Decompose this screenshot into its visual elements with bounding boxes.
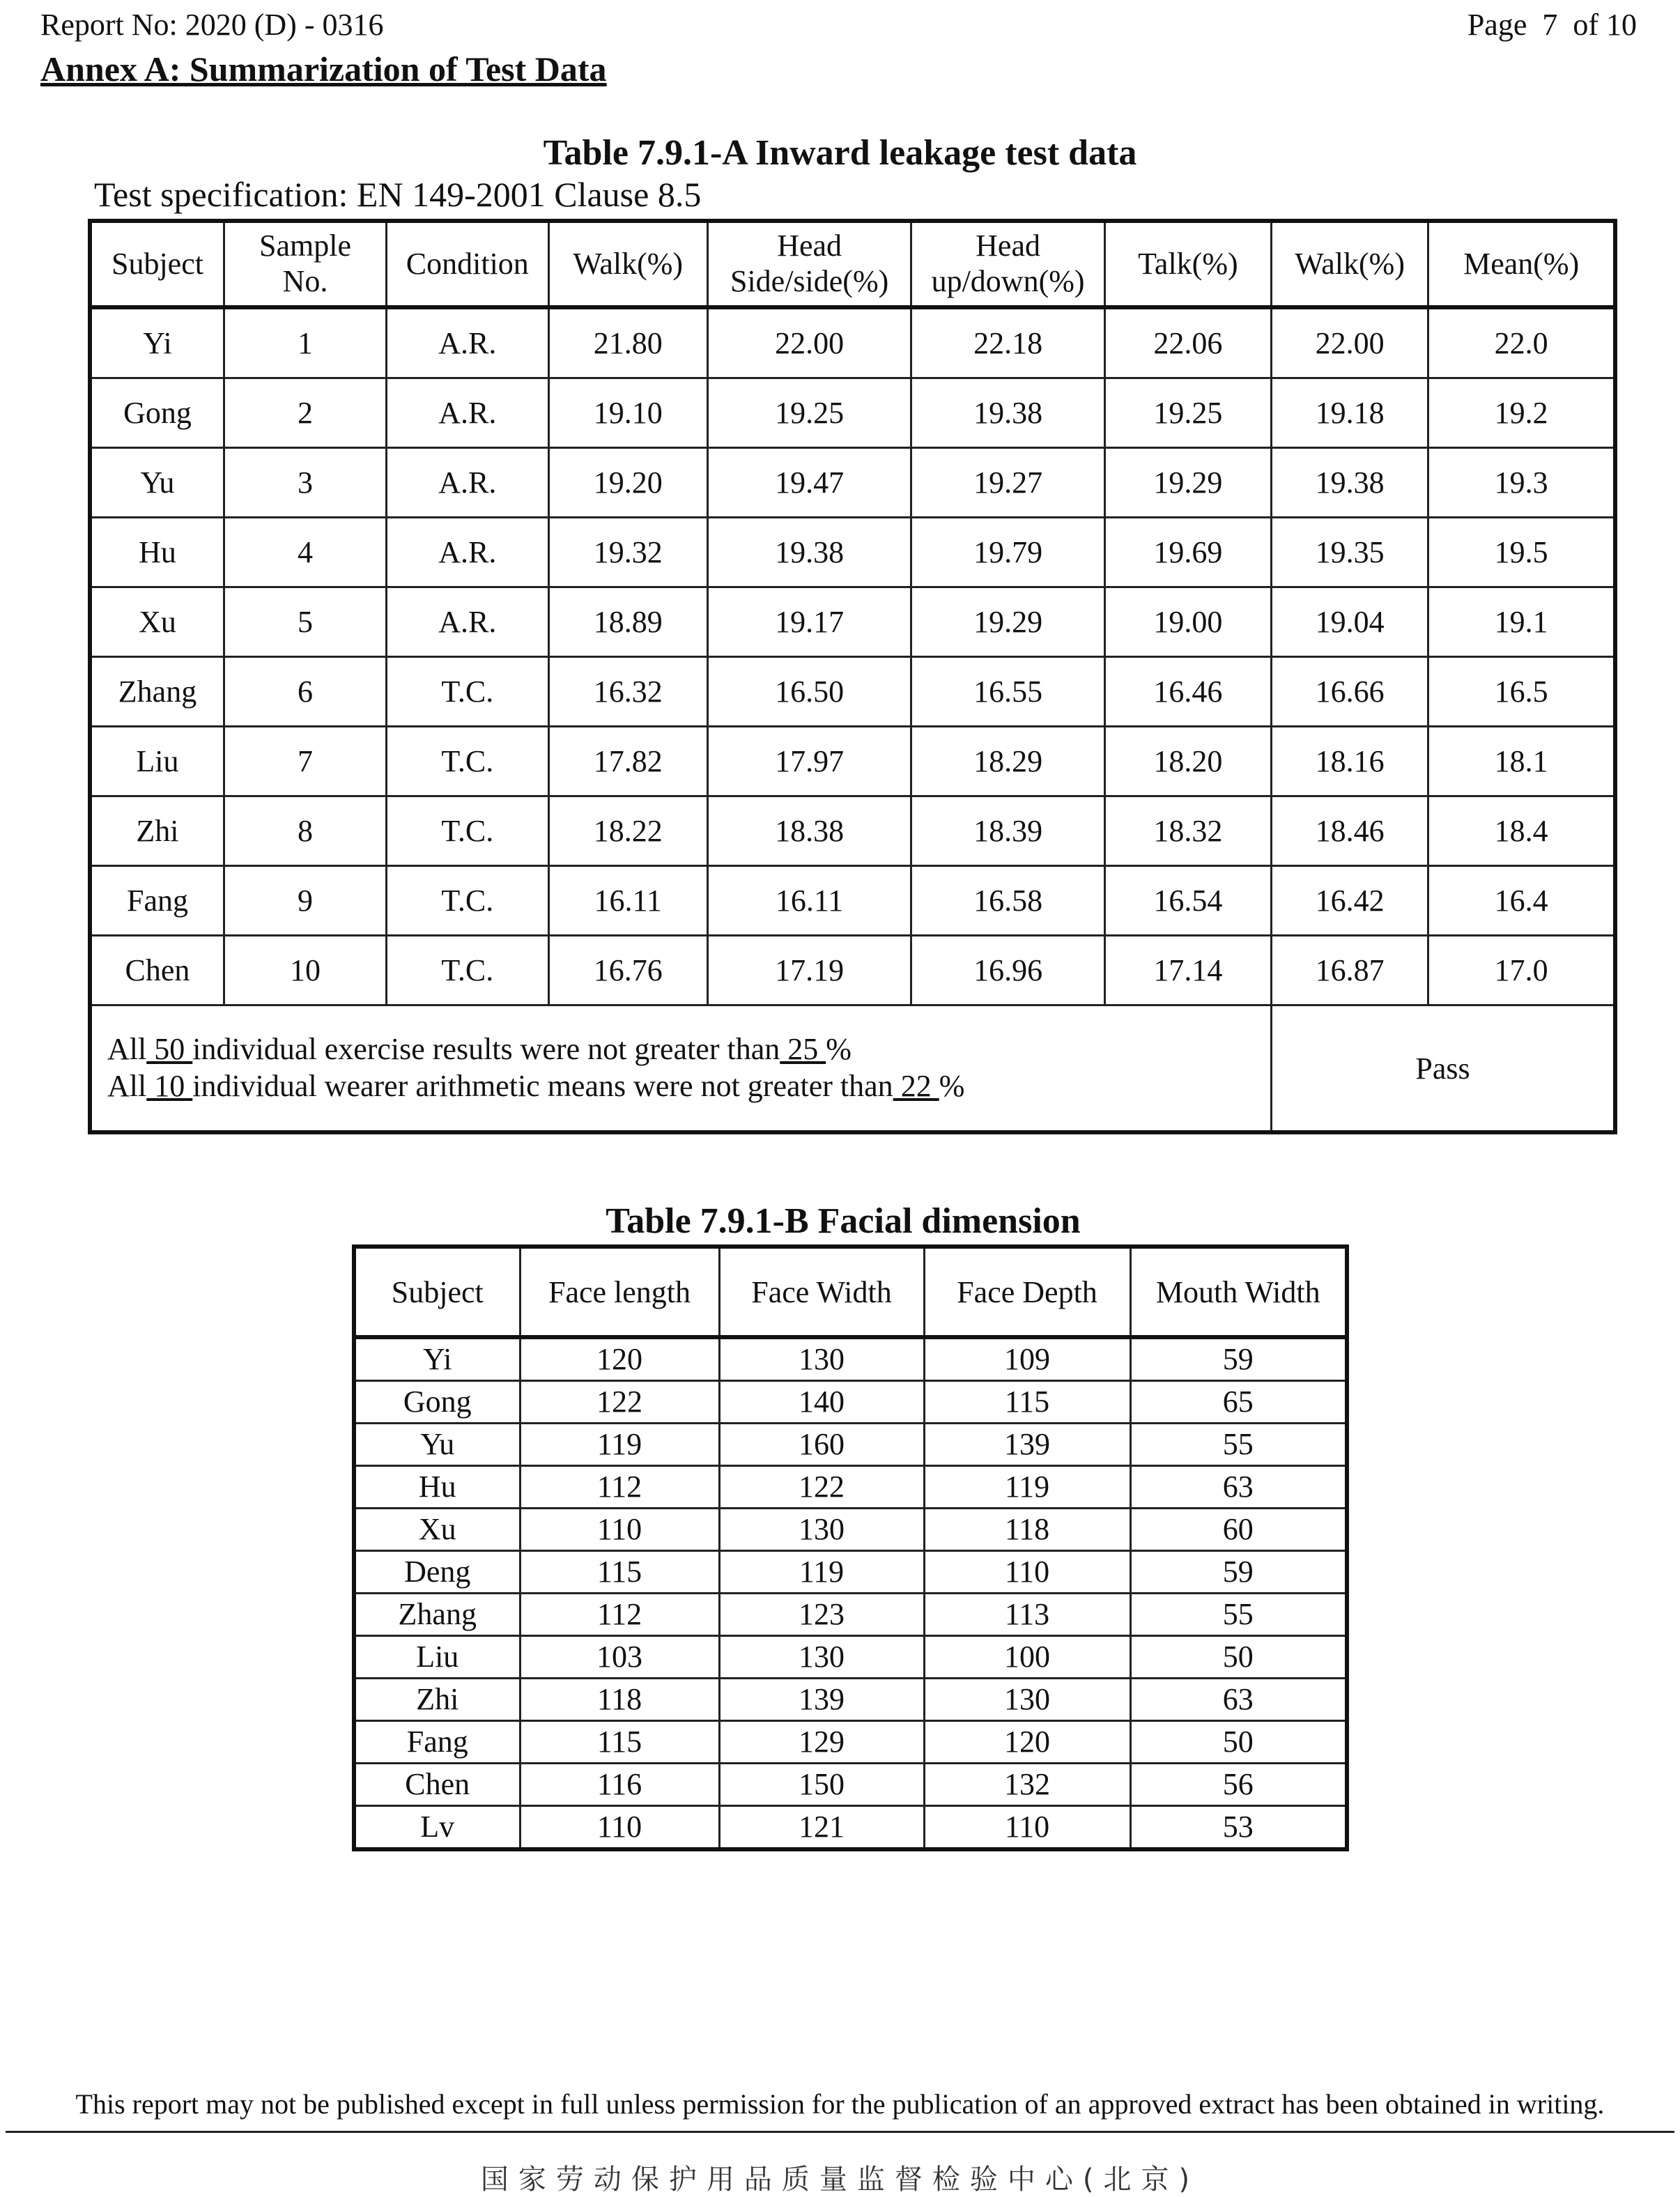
cell-head-updown: 16.55 xyxy=(911,657,1104,727)
table-a-row xyxy=(90,727,1615,796)
table-a-row xyxy=(90,518,1615,587)
cell-subject: Gong xyxy=(90,378,224,448)
cell-talk: 19.25 xyxy=(1104,378,1271,448)
cell-mean: 18.1 xyxy=(1428,727,1615,796)
summary-exercise-limit: 25 xyxy=(780,1032,826,1067)
table-b-cell: 139 xyxy=(924,1424,1130,1466)
cell-talk: 16.54 xyxy=(1104,866,1271,936)
cell-sample-no: 9 xyxy=(224,866,386,936)
table-b-cell: 100 xyxy=(924,1636,1130,1679)
cell-walk-2: 18.46 xyxy=(1271,796,1428,866)
table-b-cell: 112 xyxy=(520,1594,719,1636)
cell-talk: 19.29 xyxy=(1104,448,1271,518)
cell-sample-no: 3 xyxy=(224,448,386,518)
table-b-cell: Liu xyxy=(354,1636,520,1679)
summary-wearer-count: 10 xyxy=(146,1069,193,1103)
table-b-cell: 55 xyxy=(1130,1424,1347,1466)
inward-leakage-table xyxy=(88,219,1617,1134)
cell-condition: T.C. xyxy=(387,727,549,796)
cell-head-updown: 16.58 xyxy=(911,866,1104,936)
cell-walk-2: 19.04 xyxy=(1271,587,1428,657)
table-b-cell: 118 xyxy=(924,1509,1130,1551)
cell-talk: 19.00 xyxy=(1104,587,1271,657)
footer-organization: 国家劳动保护用品质量监督检验中心(北京) xyxy=(480,2164,1200,2196)
summary-line-1 xyxy=(107,1031,1270,1068)
cell-condition: A.R. xyxy=(387,307,549,378)
cell-head-side: 17.97 xyxy=(707,727,911,796)
table-b-cell: 120 xyxy=(520,1337,719,1381)
table-a-body xyxy=(90,307,1615,1132)
cell-head-side: 19.38 xyxy=(707,518,911,587)
table-b-cell: 63 xyxy=(1130,1466,1347,1509)
table-b-cell: 60 xyxy=(1130,1509,1347,1551)
cell-head-updown: 18.29 xyxy=(911,727,1104,796)
table-b-cell: 56 xyxy=(1130,1764,1347,1806)
cell-head-updown: 19.27 xyxy=(911,448,1104,518)
summary-l2-text: individual wearer arithmetic means were not greater than xyxy=(192,1069,893,1103)
cell-walk-2: 19.18 xyxy=(1271,378,1428,448)
table-b-cell: Yi xyxy=(354,1337,520,1381)
cell-walk-2: 16.87 xyxy=(1271,936,1428,1005)
table-b-cell: 53 xyxy=(1130,1806,1347,1850)
table-a-header-row xyxy=(90,221,1615,307)
cell-sample-no: 10 xyxy=(224,936,386,1005)
cell-walk-1: 16.32 xyxy=(548,657,707,727)
cell-head-side: 19.17 xyxy=(707,587,911,657)
table-b-cell: 109 xyxy=(924,1337,1130,1381)
cell-condition: T.C. xyxy=(387,796,549,866)
table-b-cell: 130 xyxy=(924,1679,1130,1721)
table-b-cell: 132 xyxy=(924,1764,1130,1806)
summary-text xyxy=(90,1005,1271,1133)
table-b-cell: Gong xyxy=(354,1381,520,1424)
table-b-cell: 110 xyxy=(520,1806,719,1850)
table-a-row xyxy=(90,448,1615,518)
cell-head-side: 16.11 xyxy=(707,866,911,936)
table-b-cell: 130 xyxy=(719,1636,924,1679)
pass-result: Pass xyxy=(1271,1005,1615,1133)
table-b-row xyxy=(354,1466,1347,1509)
table-a-row xyxy=(90,657,1615,727)
table-a-row xyxy=(90,936,1615,1005)
table-b-row xyxy=(354,1594,1347,1636)
cell-mean: 16.5 xyxy=(1428,657,1615,727)
table-b-cell: 120 xyxy=(924,1721,1130,1764)
table-b-row xyxy=(354,1764,1347,1806)
cell-head-updown: 18.39 xyxy=(911,796,1104,866)
table-b-cell: 59 xyxy=(1130,1551,1347,1594)
cell-head-side: 19.25 xyxy=(707,378,911,448)
page-number-text: Page 7 of 10 xyxy=(1467,8,1637,42)
cell-walk-2: 18.16 xyxy=(1271,727,1428,796)
cell-talk: 22.06 xyxy=(1104,307,1271,378)
cell-subject: Liu xyxy=(90,727,224,796)
cell-head-side: 19.47 xyxy=(707,448,911,518)
cell-subject: Xu xyxy=(90,587,224,657)
table-b-row xyxy=(354,1381,1347,1424)
table-b-cell: 115 xyxy=(520,1551,719,1594)
summary-l1-prefix: All xyxy=(107,1032,147,1067)
table-b-cell: 140 xyxy=(719,1381,924,1424)
table-b-cell: 110 xyxy=(520,1509,719,1551)
cell-walk-2: 19.35 xyxy=(1271,518,1428,587)
table-b-cell: 112 xyxy=(520,1466,719,1509)
summary-line-2 xyxy=(107,1068,1270,1105)
cell-head-side: 16.50 xyxy=(707,657,911,727)
table-b-row xyxy=(354,1679,1347,1721)
cell-talk: 18.32 xyxy=(1104,796,1271,866)
table-b-cell: 130 xyxy=(719,1509,924,1551)
header-talk: Talk(%) xyxy=(1104,221,1271,307)
table-b-cell: 130 xyxy=(719,1337,924,1381)
page-number xyxy=(1467,7,1637,43)
table-b-header-row xyxy=(354,1247,1347,1337)
cell-sample-no: 8 xyxy=(224,796,386,866)
table-b-cell: Yu xyxy=(354,1424,520,1466)
table-b-cell: Hu xyxy=(354,1466,520,1509)
header-head-up-line1: Head xyxy=(976,229,1040,263)
cell-head-updown: 22.18 xyxy=(911,307,1104,378)
table-b-header-cell: Subject xyxy=(354,1247,520,1337)
cell-walk-1: 19.32 xyxy=(548,518,707,587)
cell-head-side: 17.19 xyxy=(707,936,911,1005)
cell-walk-2: 16.42 xyxy=(1271,866,1428,936)
summary-exercise-count: 50 xyxy=(146,1032,193,1067)
cell-head-side: 18.38 xyxy=(707,796,911,866)
table-a-row xyxy=(90,378,1615,448)
table-b-body xyxy=(354,1337,1347,1849)
cell-subject: Yi xyxy=(90,307,224,378)
table-b-cell: 50 xyxy=(1130,1636,1347,1679)
annex-title: Annex A: Summarization of Test Data xyxy=(40,49,607,88)
summary-l1-unit: % xyxy=(826,1032,851,1067)
cell-mean: 19.2 xyxy=(1428,378,1615,448)
summary-mean-limit: 22 xyxy=(893,1069,939,1103)
cell-condition: T.C. xyxy=(387,866,549,936)
table-b-cell: 119 xyxy=(924,1466,1130,1509)
table-b-cell: Chen xyxy=(354,1764,520,1806)
header-subject: Subject xyxy=(90,221,224,307)
cell-mean: 16.4 xyxy=(1428,866,1615,936)
cell-subject: Chen xyxy=(90,936,224,1005)
table-b-cell: 119 xyxy=(520,1424,719,1466)
table-b-cell: Deng xyxy=(354,1551,520,1594)
table-b-cell: 116 xyxy=(520,1764,719,1806)
table-b-cell: 65 xyxy=(1130,1381,1347,1424)
cell-mean: 19.3 xyxy=(1428,448,1615,518)
facial-dimension-table xyxy=(352,1244,1349,1851)
table-b-cell: 103 xyxy=(520,1636,719,1679)
table-b-row xyxy=(354,1424,1347,1466)
cell-head-side: 22.00 xyxy=(707,307,911,378)
cell-condition: A.R. xyxy=(387,378,549,448)
table-b-header-cell: Face length xyxy=(520,1247,719,1337)
cell-condition: A.R. xyxy=(387,448,549,518)
header-sample-no xyxy=(224,221,386,307)
header-walk-1: Walk(%) xyxy=(548,221,707,307)
table-b-title: Table 7.9.1-B Facial dimension xyxy=(606,1201,1081,1241)
table-b-cell: 139 xyxy=(719,1679,924,1721)
header-head-side-line2: Side/side(%) xyxy=(730,264,889,298)
table-b-header-cell: Face Width xyxy=(719,1247,924,1337)
table-b-cell: 59 xyxy=(1130,1337,1347,1381)
cell-subject: Zhang xyxy=(90,657,224,727)
cell-condition: T.C. xyxy=(387,657,549,727)
table-b-cell: 113 xyxy=(924,1594,1130,1636)
cell-head-updown: 16.96 xyxy=(911,936,1104,1005)
cell-head-updown: 19.79 xyxy=(911,518,1104,587)
cell-talk: 19.69 xyxy=(1104,518,1271,587)
table-b-cell: 118 xyxy=(520,1679,719,1721)
cell-mean: 19.1 xyxy=(1428,587,1615,657)
summary-l2-prefix: All xyxy=(107,1069,147,1103)
header-head-up-line2: up/down(%) xyxy=(931,264,1085,298)
cell-mean: 22.0 xyxy=(1428,307,1615,378)
table-b-cell: Zhang xyxy=(354,1594,520,1636)
cell-talk: 17.14 xyxy=(1104,936,1271,1005)
cell-sample-no: 4 xyxy=(224,518,386,587)
cell-walk-2: 19.38 xyxy=(1271,448,1428,518)
summary-l1-text: individual exercise results were not greater than xyxy=(192,1032,780,1067)
cell-subject: Yu xyxy=(90,448,224,518)
cell-sample-no: 5 xyxy=(224,587,386,657)
cell-walk-1: 19.20 xyxy=(548,448,707,518)
table-b-header-cell: Mouth Width xyxy=(1130,1247,1347,1337)
table-b-cell: 50 xyxy=(1130,1721,1347,1764)
table-b-cell: 63 xyxy=(1130,1679,1347,1721)
table-b-cell: 110 xyxy=(924,1806,1130,1850)
table-b-cell: 160 xyxy=(719,1424,924,1466)
header-sample-line1: Sample xyxy=(259,229,351,263)
cell-walk-1: 21.80 xyxy=(548,307,707,378)
cell-subject: Fang xyxy=(90,866,224,936)
table-a-row xyxy=(90,866,1615,936)
cell-sample-no: 6 xyxy=(224,657,386,727)
summary-l2-unit: % xyxy=(939,1069,965,1103)
cell-head-updown: 19.38 xyxy=(911,378,1104,448)
table-b-row xyxy=(354,1337,1347,1381)
table-b-cell: Lv xyxy=(354,1806,520,1850)
cell-head-updown: 19.29 xyxy=(911,587,1104,657)
table-b-cell: 115 xyxy=(520,1721,719,1764)
cell-walk-1: 18.89 xyxy=(548,587,707,657)
table-b-cell: 150 xyxy=(719,1764,924,1806)
cell-condition: A.R. xyxy=(387,518,549,587)
table-b-cell: Xu xyxy=(354,1509,520,1551)
table-b-cell: 55 xyxy=(1130,1594,1347,1636)
footer-notice: This report may not be published except in full unless permission for the publication of an approved extract has been obtained in writing. xyxy=(75,2088,1605,2120)
cell-walk-1: 16.76 xyxy=(548,936,707,1005)
summary-row xyxy=(90,1005,1615,1133)
table-a-row xyxy=(90,796,1615,866)
table-a-row xyxy=(90,587,1615,657)
table-b-cell: 122 xyxy=(719,1466,924,1509)
cell-talk: 18.20 xyxy=(1104,727,1271,796)
table-a-row xyxy=(90,307,1615,378)
table-b-row xyxy=(354,1721,1347,1764)
cell-walk-1: 16.11 xyxy=(548,866,707,936)
table-b-cell: Fang xyxy=(354,1721,520,1764)
cell-sample-no: 7 xyxy=(224,727,386,796)
cell-mean: 18.4 xyxy=(1428,796,1615,866)
table-b-cell: 115 xyxy=(924,1381,1130,1424)
report-number: Report No: 2020 (D) - 0316 xyxy=(40,8,384,42)
header-condition: Condition xyxy=(387,221,549,307)
header-walk-2: Walk(%) xyxy=(1271,221,1428,307)
cell-mean: 19.5 xyxy=(1428,518,1615,587)
table-b-cell: Zhi xyxy=(354,1679,520,1721)
table-b-row xyxy=(354,1551,1347,1594)
table-a-title: Table 7.9.1-A Inward leakage test data xyxy=(543,133,1137,173)
header-head-side xyxy=(707,221,911,307)
cell-talk: 16.46 xyxy=(1104,657,1271,727)
table-b-row xyxy=(354,1509,1347,1551)
cell-walk-2: 22.00 xyxy=(1271,307,1428,378)
table-b-cell: 129 xyxy=(719,1721,924,1764)
table-b-cell: 110 xyxy=(924,1551,1130,1594)
table-b-header-cell: Face Depth xyxy=(924,1247,1130,1337)
cell-mean: 17.0 xyxy=(1428,936,1615,1005)
test-specification: Test specification: EN 149-2001 Clause 8.5 xyxy=(94,175,702,214)
cell-subject: Hu xyxy=(90,518,224,587)
cell-sample-no: 1 xyxy=(224,307,386,378)
table-b-cell: 119 xyxy=(719,1551,924,1594)
cell-subject: Zhi xyxy=(90,796,224,866)
header-head-side-line1: Head xyxy=(777,229,842,263)
cell-walk-2: 16.66 xyxy=(1271,657,1428,727)
cell-walk-1: 19.10 xyxy=(548,378,707,448)
cell-walk-1: 17.82 xyxy=(548,727,707,796)
header-sample-line2: No. xyxy=(282,264,328,298)
footer-divider xyxy=(6,2131,1674,2133)
cell-condition: A.R. xyxy=(387,587,549,657)
table-b-cell: 123 xyxy=(719,1594,924,1636)
header-mean: Mean(%) xyxy=(1428,221,1615,307)
table-b-row xyxy=(354,1806,1347,1850)
table-b-cell: 122 xyxy=(520,1381,719,1424)
header-head-updown xyxy=(911,221,1104,307)
cell-walk-1: 18.22 xyxy=(548,796,707,866)
cell-condition: T.C. xyxy=(387,936,549,1005)
table-b-row xyxy=(354,1636,1347,1679)
cell-sample-no: 2 xyxy=(224,378,386,448)
table-b-cell: 121 xyxy=(719,1806,924,1850)
